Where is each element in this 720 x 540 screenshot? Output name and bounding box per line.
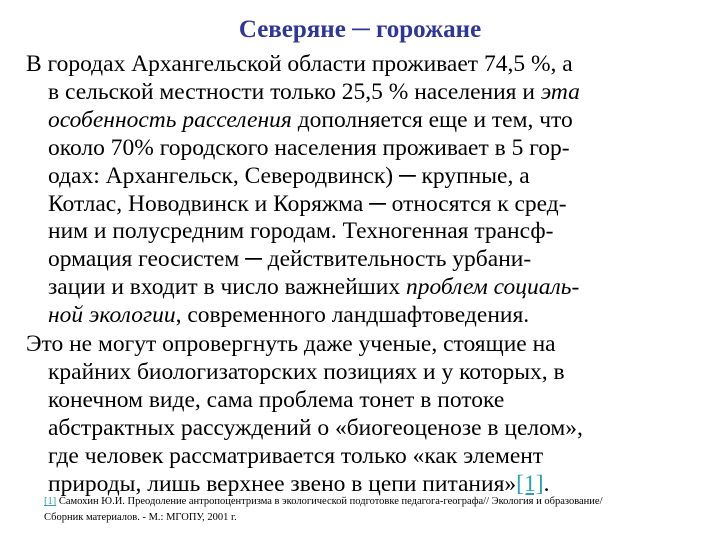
italic-run: особенность расселения [48, 107, 292, 133]
italic-run: эта [534, 79, 580, 105]
slide-title: Северяне ─ горожане [238, 16, 482, 43]
paragraph-1-line-7: ним и полусредним городам. Техногенная трансф- [48, 218, 554, 244]
text-run: природы, лишь верхнее звено в цепи питания» [48, 471, 517, 497]
paragraph-1-line-9 [48, 274, 579, 300]
text-run: зации и входит в число важнейших [48, 274, 401, 300]
paragraph-1-line-2 [48, 79, 580, 105]
text-run: , современного ландшафтоведения. [175, 302, 530, 328]
paragraph-2-line-4: абстрактных рассуждений о «биогеоценозе в целом», [48, 415, 583, 441]
paragraph-1-line-5: одах: Архангельск, Северодвинск) ─ крупные, а [48, 163, 530, 189]
footnote-ref-link[interactable]: [1] [44, 496, 57, 507]
italic-run: ной экологии [48, 302, 176, 328]
footnote-text: Самохин Ю.И. Преодоление антропоцентризма в экологической подготовке педагога-географа// Экология и образование/ [56, 496, 603, 507]
text-run: дополняется еще и тем, что [291, 107, 573, 133]
paragraph-1-line-6: Котлас, Новодвинск и Коряжма ─ относятся к сред- [48, 191, 567, 217]
paragraph-1-line-8: ормация геосистем ─ действительность урбани- [48, 246, 532, 272]
paragraph-2-line-6 [48, 471, 549, 497]
paragraph-2-line-2: крайних биологизаторских позициях и у которых, в [48, 359, 565, 385]
italic-run: проблем социаль- [400, 274, 580, 300]
footnote-line-2: Сборник материалов. - М.: МГОПУ, 2001 г. [44, 512, 237, 523]
paragraph-1-line-10 [48, 302, 529, 328]
paragraph-2-line-5: где человек рассматривается только «как элемент [48, 443, 544, 469]
paragraph-2-line-3: конечном виде, сама проблема тонет в потоке [48, 387, 505, 413]
paragraph-1-line-3 [48, 107, 573, 133]
paragraph-1-line-4: около 70% городского населения проживает в 5 гор- [48, 135, 570, 161]
text-run: в сельской местности только 25,5 % населения и [48, 79, 535, 105]
text-run: . [543, 471, 550, 497]
paragraph-1-line-1: В городах Архангельской области проживает 74,5 %, а [26, 51, 573, 77]
footnote-line-1 [44, 495, 603, 508]
paragraph-2-line-1: Это не могут опровергнуть даже ученые, стоящие на [26, 331, 556, 357]
footnote-link[interactable]: [1] [516, 471, 544, 497]
